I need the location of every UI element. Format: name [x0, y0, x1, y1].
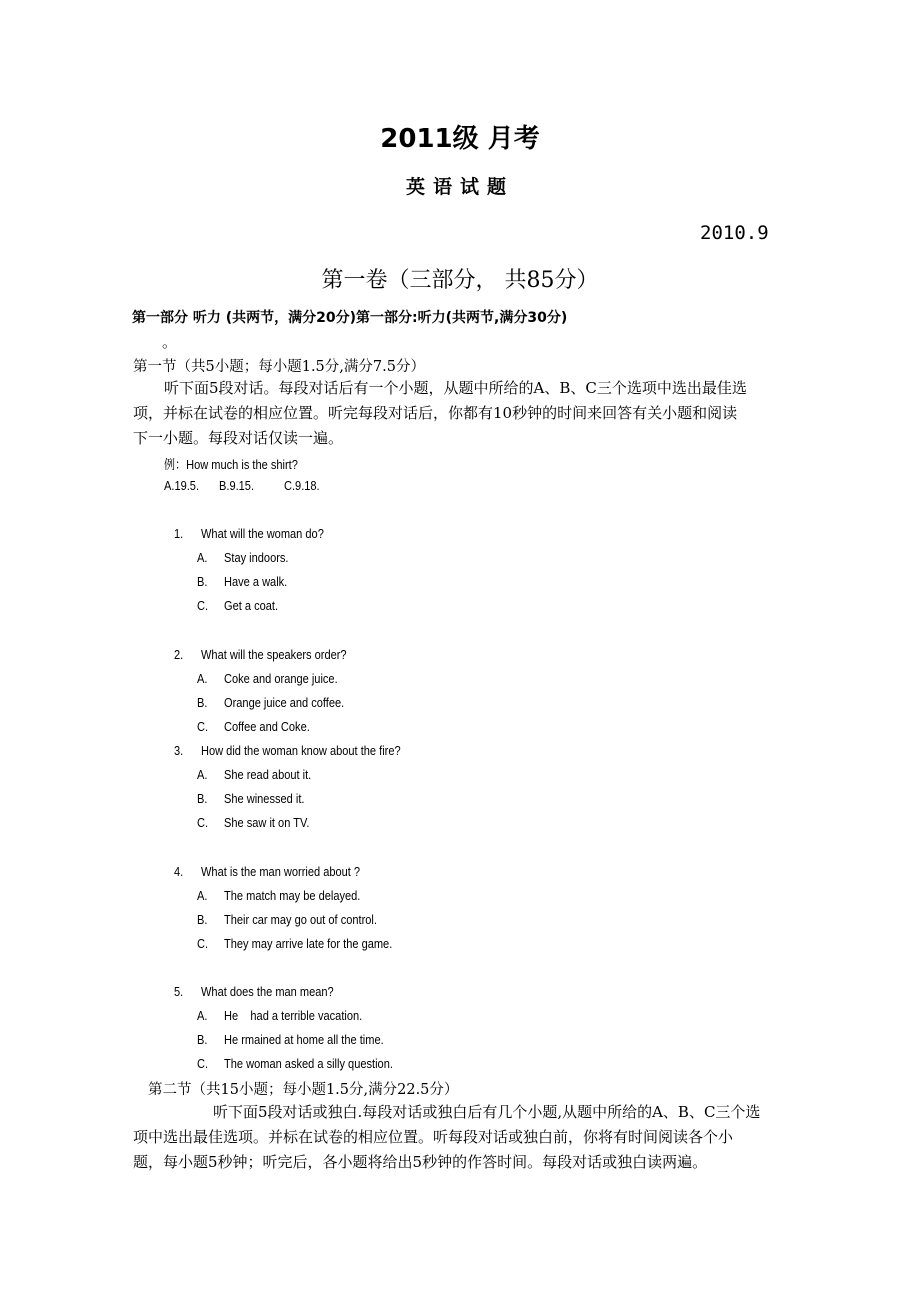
- question-text: What will the woman do?: [201, 526, 324, 541]
- option-text: Coke and orange juice.: [224, 671, 338, 686]
- exam-date: 2010.9: [700, 222, 769, 244]
- question-text: What will the speakers order?: [201, 647, 347, 662]
- option-letter: C.: [197, 936, 209, 951]
- option-text: She read about it.: [224, 767, 312, 782]
- option-text: Coffee and Coke.: [224, 719, 310, 734]
- question-text: What is the man worried about ?: [201, 864, 361, 879]
- option-letter: A.: [197, 1008, 208, 1023]
- option-text: The woman asked a silly question.: [224, 1056, 393, 1071]
- option-text: Have a walk.: [224, 574, 288, 589]
- section2-instructions-line2: 项中选出最佳选项。并标在试卷的相应位置。听每段对话或独白前，你将有时间阅读各个小: [133, 1128, 734, 1146]
- question-text: What does the man mean?: [201, 984, 334, 999]
- section2-heading: 第二节（共15小题；每小题1.5分,满分22.5分）: [148, 1082, 459, 1098]
- option-text: Their car may go out of control.: [224, 912, 377, 927]
- option-letter: C.: [197, 1056, 209, 1071]
- section1-instructions-line2: 项，并标在试卷的相应位置。听完每段对话后，你都有10秒钟的时间来回答有关小题和阅读: [133, 404, 738, 422]
- option-text: He rmained at home all the time.: [224, 1032, 384, 1047]
- stray-period: 。: [162, 333, 178, 351]
- option-letter: A.: [197, 671, 208, 686]
- exam-title: 2011级 月考: [380, 124, 540, 154]
- section1-heading: 第一节（共5小题；每小题1.5分,满分7.5分）: [133, 359, 425, 375]
- example-option-b: B.9.15.: [219, 478, 255, 493]
- option-letter: A.: [197, 550, 208, 565]
- option-letter: B.: [197, 695, 208, 710]
- section2-instructions-line3: 题，每小题5秒钟；听完后，各小题将给出5秒钟的作答时间。每段对话或独白读两遍。: [133, 1153, 708, 1171]
- question-number: 1.: [174, 526, 184, 541]
- example-option-c: C.9.18.: [284, 478, 320, 493]
- question-number: 5.: [174, 984, 184, 999]
- option-letter: C.: [197, 719, 209, 734]
- option-letter: C.: [197, 815, 209, 830]
- option-letter: A.: [197, 888, 208, 903]
- option-letter: B.: [197, 791, 208, 806]
- option-letter: C.: [197, 598, 209, 613]
- option-text: He had a terrible vacation.: [224, 1008, 363, 1023]
- option-text: They may arrive late for the game.: [224, 936, 393, 951]
- section1-instructions-line3: 下一小题。每段对话仅读一遍。: [133, 429, 344, 447]
- example-option-a: A.19.5.: [164, 478, 200, 493]
- section1-instructions-line1: 听下面5段对话。每段对话后有一个小题，从题中所给的A、B、C三个选项中选出最佳选: [164, 379, 747, 397]
- option-text: The match may be delayed.: [224, 888, 361, 903]
- option-letter: B.: [197, 1032, 208, 1047]
- option-text: She winessed it.: [224, 791, 305, 806]
- option-text: Stay indoors.: [224, 550, 289, 565]
- option-letter: B.: [197, 912, 208, 927]
- question-text: How did the woman know about the fire?: [201, 743, 401, 758]
- question-number: 3.: [174, 743, 184, 758]
- question-number: 4.: [174, 864, 184, 879]
- part1-heading: 第一部分 听力 (共两节，满分20分)第一部分:听力(共两节,满分30分): [132, 310, 568, 326]
- question-number: 2.: [174, 647, 184, 662]
- option-text: Orange juice and coffee.: [224, 695, 345, 710]
- section2-instructions-line1: 听下面5段对话或独白.每段对话或独白后有几个小题,从题中所给的A、B、C三个选: [213, 1103, 761, 1121]
- option-text: Get a coat.: [224, 598, 279, 613]
- option-text: She saw it on TV.: [224, 815, 310, 830]
- example-question: 例：How much is the shirt?: [164, 457, 298, 472]
- volume-title: 第一卷（三部分， 共85分）: [321, 268, 599, 293]
- exam-subtitle: 英语试题: [405, 176, 514, 198]
- option-letter: A.: [197, 767, 208, 782]
- option-letter: B.: [197, 574, 208, 589]
